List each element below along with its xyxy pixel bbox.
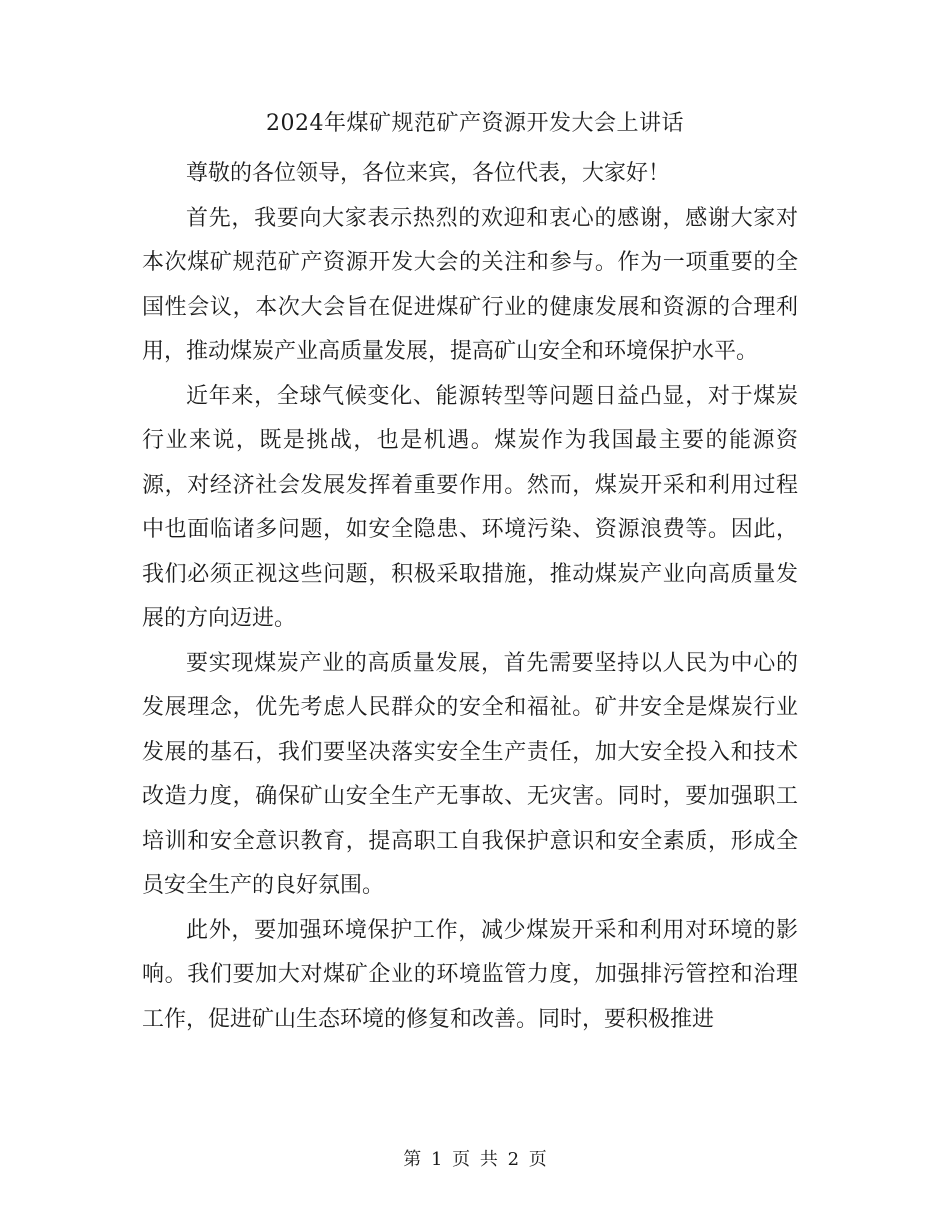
paragraph-3: 要实现煤炭产业的高质量发展，首先需要坚持以人民为中心的发展理念，优先考虑人民群众的安全和福祉。矿井安全是煤炭行业发展的基石，我们要坚决落实安全生产责任，加大安全投入和技术改造力度，确保矿山安全生产无事故、无灾害。同时，要加强职工培训和安全意识教育，提高职工自我保护意识和安全素质，形成全员安全生产的良好氛围。 <box>142 650 798 898</box>
paragraph-1: 首先，我要向大家表示热烈的欢迎和衷心的感谢，感谢大家对本次煤矿规范矿产资源开发大会的关注和参与。作为一项重要的全国性会议，本次大会旨在促进煤矿行业的健康发展和资源的合理利用，推动煤炭产业高质量发展，提高矿山安全和环境保护水平。 <box>142 205 798 364</box>
document-body <box>142 152 798 1042</box>
document-title: 2024年煤矿规范矿产资源开发大会上讲话 <box>266 111 684 136</box>
paragraph-4: 此外，要加强环境保护工作，减少煤炭开采和利用对环境的影响。我们要加大对煤矿企业的环境监管力度，加强排污管控和治理工作，促进矿山生态环境的修复和改善。同时，要积极推进 <box>142 917 798 1032</box>
greeting-paragraph: 尊敬的各位领导，各位来宾，各位代表，大家好！ <box>186 161 671 186</box>
paragraph-2: 近年来，全球气候变化、能源转型等问题日益凸显，对于煤炭行业来说，既是挑战，也是机遇。煤炭作为我国最主要的能源资源，对经济社会发展发挥着重要作用。然而，煤炭开采和利用过程中也面临诸多问题，如安全隐患、环境污染、资源浪费等。因此，我们必须正视这些问题，积极采取措施，推动煤炭产业向高质量发展的方向迈进。 <box>142 383 798 631</box>
page-number-footer: 第 1 页 共 2 页 <box>403 1149 547 1170</box>
